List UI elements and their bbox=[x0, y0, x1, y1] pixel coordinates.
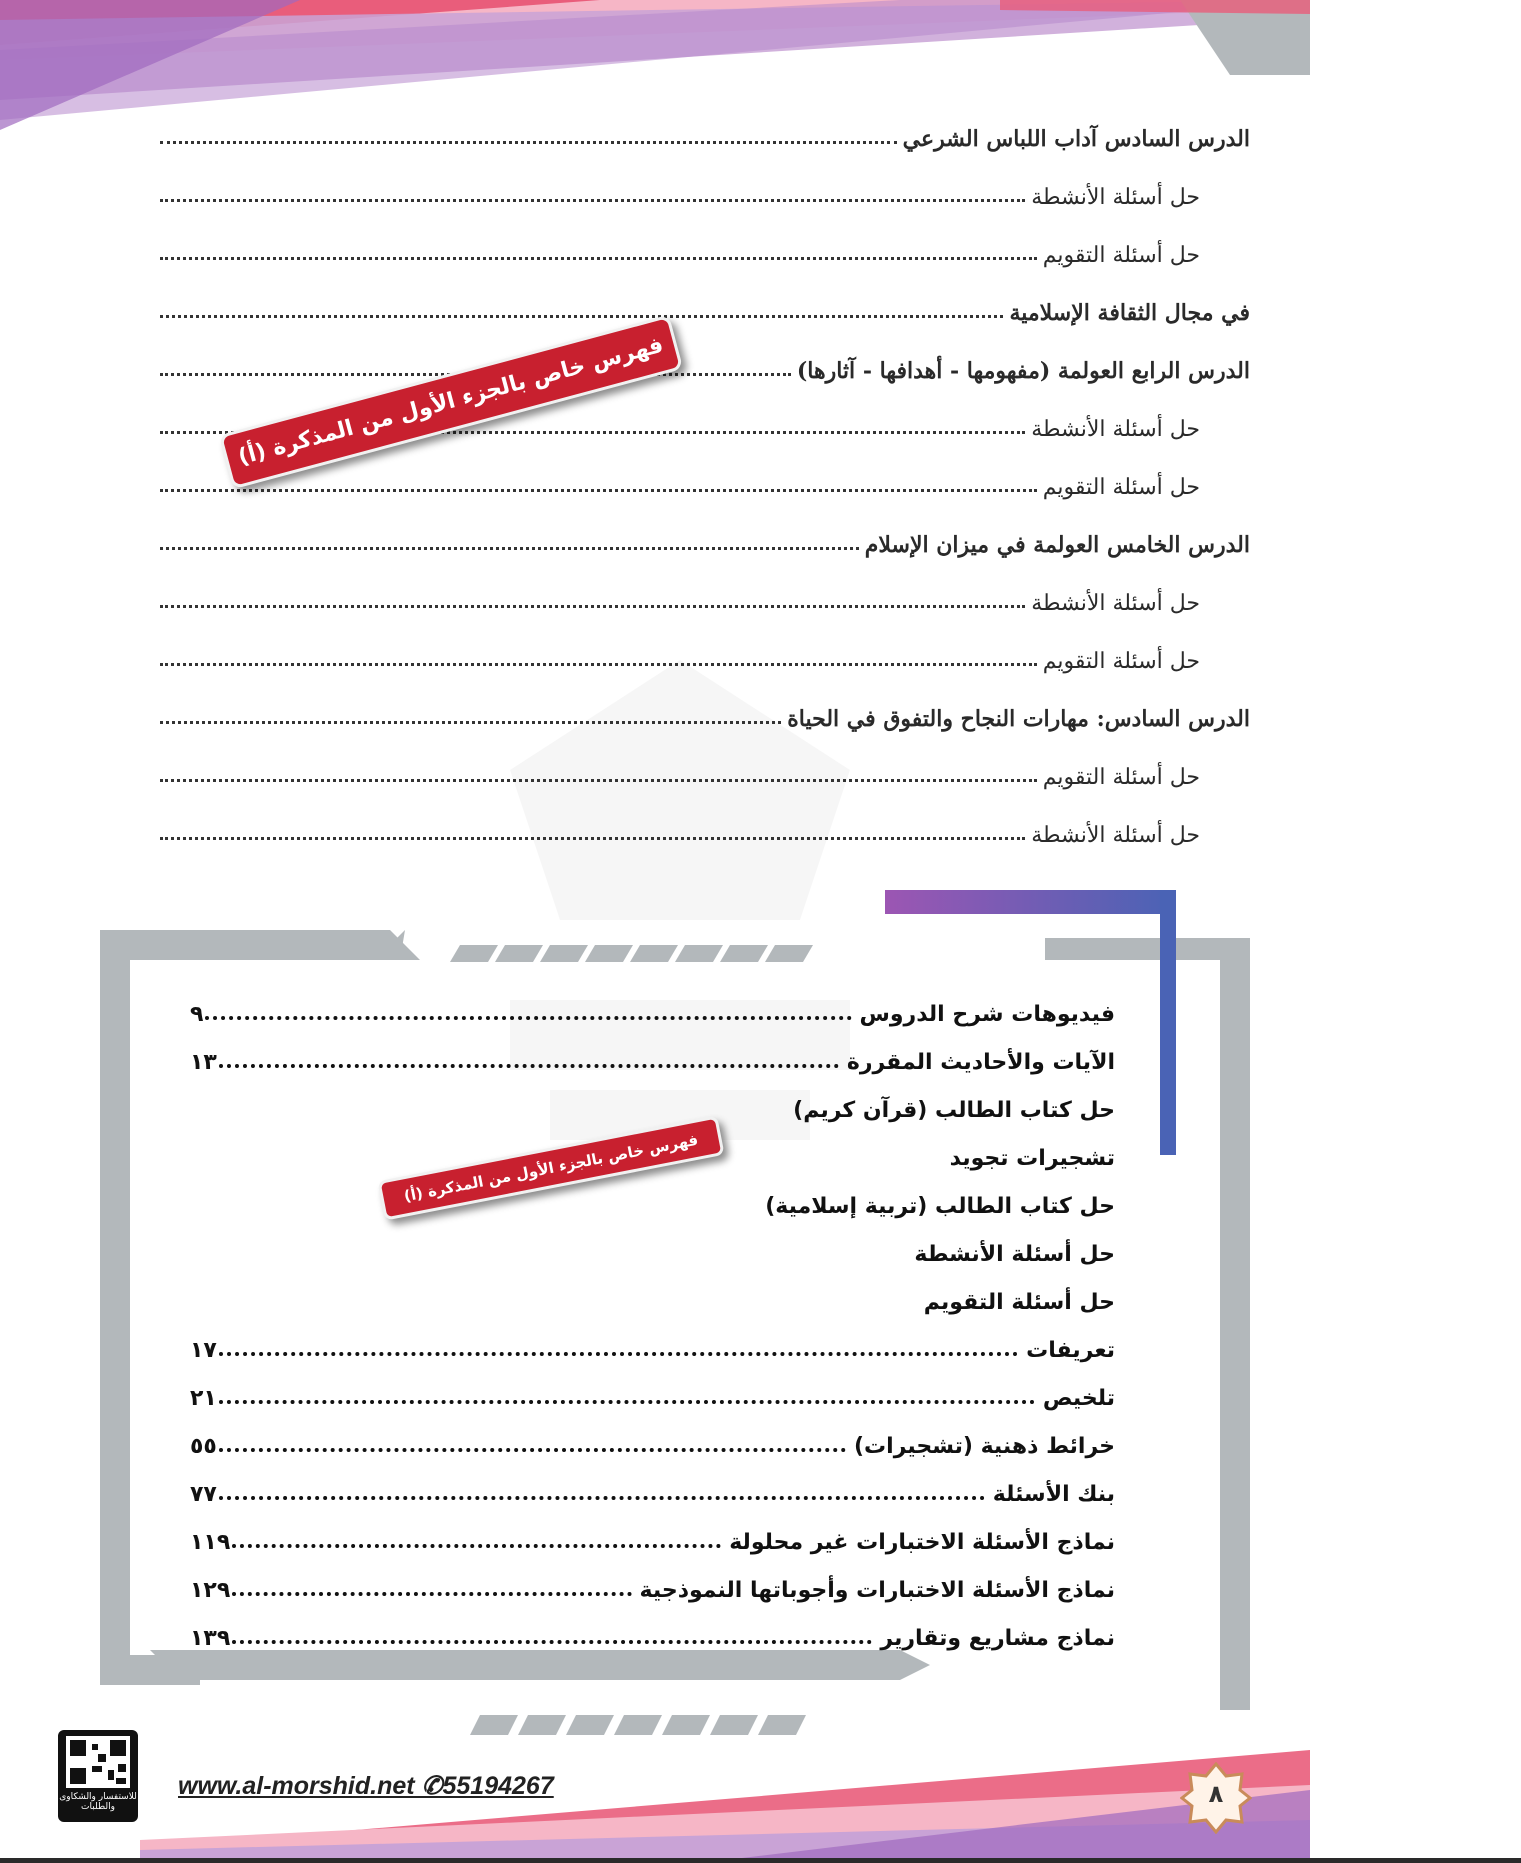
toc-label: حل أسئلة التقويم bbox=[1042, 475, 1200, 500]
footer-website-phone[interactable]: www.al-morshid.net ✆55194267 bbox=[178, 1772, 554, 1800]
index-row bbox=[190, 987, 1115, 1027]
index-label: تلخيص bbox=[1042, 1386, 1115, 1411]
index-ribbon-banner-small: فهرس خاص بالجزء الأول من المذكرة (أ) bbox=[377, 1115, 724, 1220]
index-page-number: ٩ bbox=[190, 1002, 204, 1027]
leader-dots bbox=[160, 315, 1003, 318]
leader-dots bbox=[160, 199, 1025, 202]
toc-row bbox=[160, 112, 1250, 152]
index-label: حل كتاب الطالب (تربية إسلامية) bbox=[765, 1194, 1115, 1219]
index-label: حل أسئلة الأنشطة bbox=[914, 1242, 1115, 1267]
toc-row bbox=[160, 692, 1250, 732]
leader-dots bbox=[219, 1352, 1018, 1356]
toc-label: الدرس الخامس العولمة في ميزان الإسلام bbox=[864, 532, 1250, 558]
leader-dots bbox=[160, 141, 897, 144]
toc-row bbox=[160, 228, 1200, 268]
leader-dots bbox=[232, 1544, 721, 1548]
index-row bbox=[190, 1083, 1115, 1123]
index-label: بنك الأسئلة bbox=[992, 1482, 1115, 1507]
qr-caption: للاستفسار والشكاوى والطلبات bbox=[59, 1792, 137, 1812]
leader-dots bbox=[160, 257, 1037, 260]
leader-dots bbox=[219, 1400, 1035, 1404]
toc-label: حل أسئلة التقويم bbox=[1042, 765, 1200, 790]
toc-label: حل أسئلة الأنشطة bbox=[1031, 417, 1200, 442]
index-row bbox=[190, 1227, 1115, 1267]
toc-label: حل أسئلة التقويم bbox=[1042, 649, 1200, 674]
index-label: فيديوهات شرح الدروس bbox=[859, 1002, 1115, 1027]
index-label: تشجيرات تجويد bbox=[949, 1146, 1115, 1171]
index-row bbox=[190, 1611, 1115, 1651]
toc-row bbox=[160, 518, 1250, 558]
toc-label: حل أسئلة الأنشطة bbox=[1031, 823, 1200, 848]
index-row bbox=[190, 1323, 1115, 1363]
index-page-number: ١٢٩ bbox=[190, 1578, 231, 1603]
index-row bbox=[190, 1467, 1115, 1507]
leader-dots bbox=[219, 1496, 985, 1500]
toc-label: الدرس الرابع العولمة (مفهومها - أهدافها - آثارها) bbox=[796, 358, 1250, 384]
index-row bbox=[190, 1179, 1115, 1219]
index-label: الآيات والأحاديث المقررة bbox=[846, 1050, 1115, 1075]
top-decorative-band bbox=[0, 0, 1521, 130]
leader-dots bbox=[160, 663, 1037, 666]
index-row bbox=[190, 1419, 1115, 1459]
leader-dots bbox=[232, 1640, 872, 1644]
index-label: خرائط ذهنية (تشجيرات) bbox=[854, 1434, 1115, 1459]
toc-row bbox=[160, 170, 1200, 210]
index-row bbox=[190, 1371, 1115, 1411]
leader-dots bbox=[160, 779, 1037, 782]
leader-dots bbox=[160, 837, 1025, 840]
index-page-number: ٥٥ bbox=[190, 1434, 217, 1459]
index-page-number: ١٣ bbox=[190, 1050, 217, 1075]
index-row bbox=[190, 1563, 1115, 1603]
index-page-number: ٧٧ bbox=[190, 1482, 217, 1507]
toc-row bbox=[160, 344, 1250, 384]
leader-dots bbox=[160, 489, 1037, 492]
leader-dots bbox=[205, 1016, 851, 1020]
toc-label: حل أسئلة الأنشطة bbox=[1031, 185, 1200, 210]
leader-dots bbox=[160, 605, 1025, 608]
index-label: نماذج مشاريع وتقارير bbox=[880, 1626, 1115, 1651]
leader-dots bbox=[219, 1448, 846, 1452]
leader-dots bbox=[160, 547, 859, 550]
index-page-number: ٢١ bbox=[190, 1386, 217, 1411]
toc-label: الدرس السادس: مهارات النجاح والتفوق في الحياة bbox=[787, 706, 1250, 732]
index-ribbon-banner: فهرس خاص بالجزء الأول من المذكرة (أ) bbox=[219, 315, 684, 490]
toc-row bbox=[160, 808, 1200, 848]
toc-row bbox=[160, 576, 1200, 616]
index-label: حل كتاب الطالب (قرآن كريم) bbox=[793, 1098, 1115, 1123]
toc-label: حل أسئلة التقويم bbox=[1042, 243, 1200, 268]
index-label: تعريفات bbox=[1026, 1338, 1115, 1363]
page-number: ٨ bbox=[1208, 1780, 1224, 1808]
toc-row bbox=[160, 634, 1200, 674]
index-page-number: ١٣٩ bbox=[190, 1626, 231, 1651]
leader-dots bbox=[160, 721, 781, 724]
index-label: نماذج الأسئلة الاختبارات غير محلولة bbox=[729, 1530, 1115, 1555]
toc-row bbox=[160, 750, 1200, 790]
index-page-number: ١٧ bbox=[190, 1338, 217, 1363]
toc-label: في مجال الثقافة الإسلامية bbox=[1009, 300, 1250, 326]
toc-row bbox=[160, 286, 1250, 326]
index-row bbox=[190, 1515, 1115, 1555]
leader-dots bbox=[219, 1064, 839, 1068]
leader-dots bbox=[232, 1592, 631, 1596]
qr-code-icon bbox=[58, 1730, 138, 1790]
index-row bbox=[190, 1275, 1115, 1315]
index-page-number: ١١٩ bbox=[190, 1530, 231, 1555]
index-label: نماذج الأسئلة الاختبارات وأجوباتها النموذجية bbox=[639, 1578, 1115, 1603]
index-label: حل أسئلة التقويم bbox=[923, 1290, 1115, 1315]
toc-label: الدرس السادس آداب اللباس الشرعي bbox=[902, 126, 1250, 152]
index-row bbox=[190, 1035, 1115, 1075]
toc-label: حل أسئلة الأنشطة bbox=[1031, 591, 1200, 616]
